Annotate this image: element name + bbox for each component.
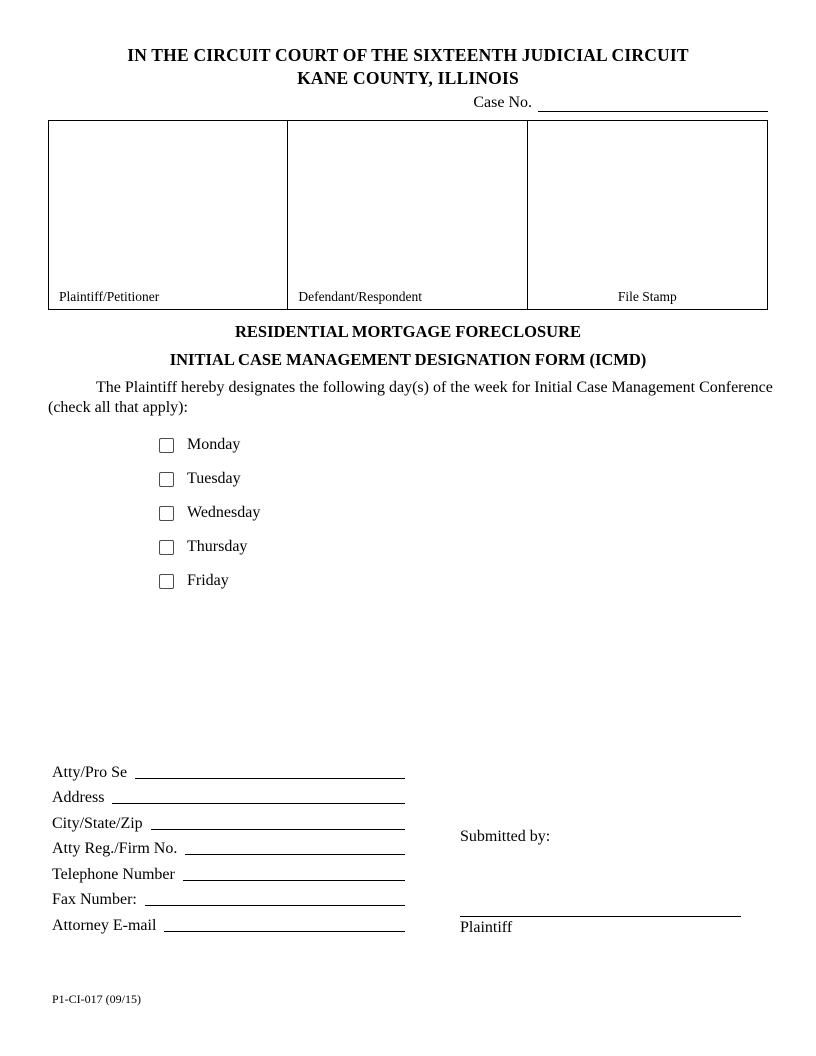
- wednesday-label: Wednesday: [187, 504, 261, 521]
- signature-block: [460, 916, 741, 937]
- atty-pro-se-input[interactable]: [135, 778, 405, 779]
- field-row-city-state-zip: [52, 807, 405, 833]
- court-header: [0, 44, 816, 90]
- address-label: Address: [52, 789, 105, 806]
- friday-checkbox[interactable]: [159, 574, 174, 589]
- plaintiff-signature-line[interactable]: [460, 916, 741, 917]
- telephone-number-input[interactable]: [183, 880, 405, 881]
- file-stamp-cell[interactable]: [528, 121, 767, 309]
- instructions-paragraph: The Plaintiff hereby designates the following day(s) of the week for Initial Case Management Conference (check all that apply):: [48, 379, 773, 416]
- plaintiff-petitioner-label: Plaintiff/Petitioner: [59, 289, 160, 304]
- city-state-zip-label: City/State/Zip: [52, 814, 143, 832]
- monday-checkbox[interactable]: [159, 438, 174, 453]
- day-row-thursday: [159, 530, 816, 564]
- day-row-wednesday: [159, 496, 816, 530]
- friday-label: Friday: [187, 572, 229, 589]
- address-input[interactable]: [112, 803, 405, 804]
- city-state-zip-input[interactable]: [151, 829, 405, 830]
- tuesday-checkbox[interactable]: [159, 472, 174, 487]
- form-title: [0, 323, 816, 368]
- atty-pro-se-label: Atty/Pro Se: [52, 763, 128, 781]
- plaintiff-signature-role-label: Plaintiff: [460, 919, 513, 936]
- form-title-line2: INITIAL CASE MANAGEMENT DESIGNATION FORM (ICMD): [169, 350, 647, 369]
- case-number-row: [48, 94, 768, 112]
- thursday-checkbox[interactable]: [159, 540, 174, 555]
- field-row-address: [52, 782, 405, 808]
- day-row-tuesday: [159, 462, 816, 496]
- field-row-fax-number: [52, 884, 405, 910]
- field-row-atty-reg-firm-no: [52, 833, 405, 859]
- attorney-fields: [52, 756, 405, 937]
- day-row-monday: [159, 428, 816, 462]
- plaintiff-petitioner-cell[interactable]: [49, 121, 288, 309]
- monday-label: Monday: [187, 436, 241, 453]
- attorney-signature-section: [52, 756, 768, 937]
- caption-box: [48, 120, 768, 310]
- field-row-attorney-email: [52, 909, 405, 935]
- atty-reg-firm-no-input[interactable]: [185, 854, 405, 855]
- case-no-label: Case No.: [473, 94, 532, 111]
- submitted-by-column: [460, 756, 741, 937]
- defendant-respondent-label: Defendant/Respondent: [298, 289, 423, 304]
- field-row-atty-pro-se: [52, 756, 405, 782]
- thursday-label: Thursday: [187, 538, 248, 555]
- fax-number-label: Fax Number:: [52, 891, 137, 908]
- submitted-by-label: Submitted by:: [460, 828, 551, 845]
- fax-number-input[interactable]: [145, 905, 405, 906]
- day-checklist: [159, 428, 816, 598]
- attorney-email-input[interactable]: [164, 931, 405, 932]
- file-stamp-label: File Stamp: [617, 289, 677, 304]
- attorney-email-label: Attorney E-mail: [52, 916, 157, 934]
- atty-reg-firm-no-label: Atty Reg./Firm No.: [52, 840, 178, 857]
- form-title-line1: RESIDENTIAL MORTGAGE FORECLOSURE: [235, 322, 581, 341]
- case-no-input[interactable]: [538, 95, 768, 112]
- court-title-line2: KANE COUNTY, ILLINOIS: [297, 68, 519, 88]
- defendant-respondent-cell[interactable]: [288, 121, 527, 309]
- court-title-line1: IN THE CIRCUIT COURT OF THE SIXTEENTH JUDICIAL CIRCUIT: [127, 45, 689, 65]
- tuesday-label: Tuesday: [187, 470, 241, 487]
- form-number-footer: P1-CI-017 (09/15): [52, 992, 141, 1006]
- telephone-number-label: Telephone Number: [52, 865, 175, 883]
- day-row-friday: [159, 564, 816, 598]
- wednesday-checkbox[interactable]: [159, 506, 174, 521]
- field-row-telephone-number: [52, 858, 405, 884]
